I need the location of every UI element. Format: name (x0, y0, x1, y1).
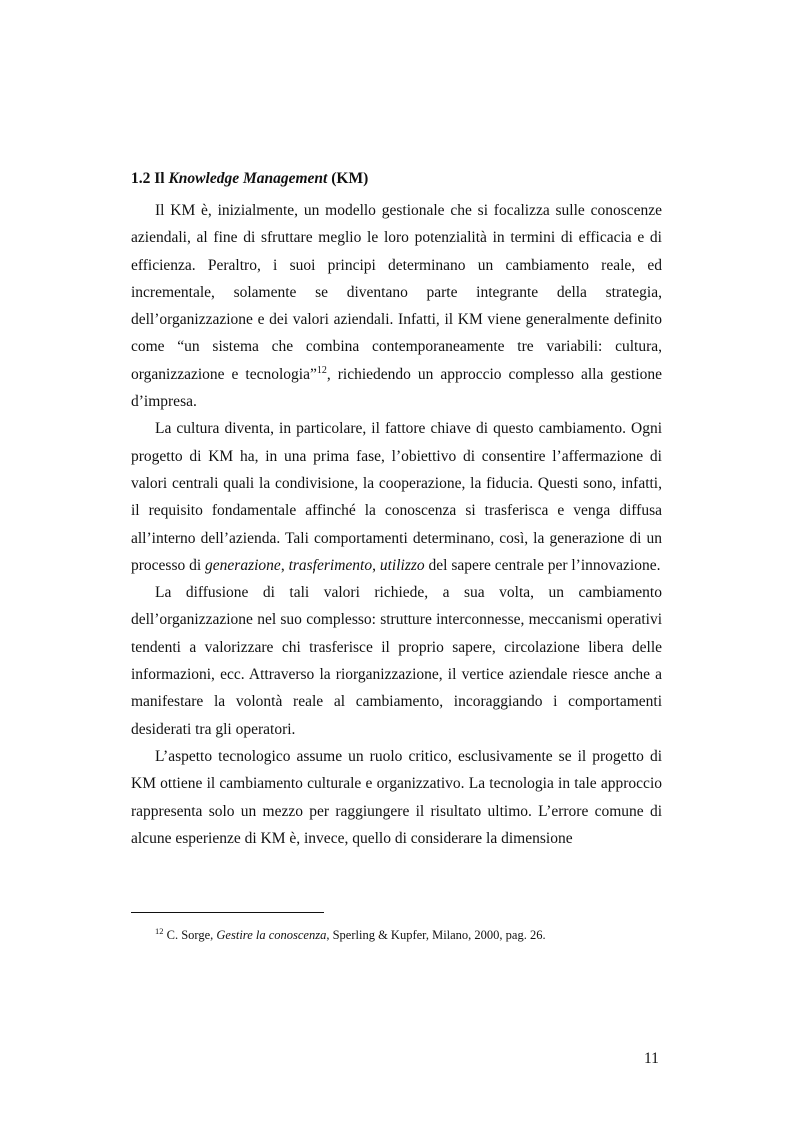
paragraph-1-text-end: , richiedendo un approccio complesso alla gestione d’impresa. (131, 365, 663, 411)
footnote-number: 12 (155, 925, 164, 936)
paragraph-2-text: La cultura diventa, in particolare, il fattore chiave di questo cambiamento. Ogni progetto di KM ha, in una prima fase, l’obiettivo di consentire l’affermazione di valori centrali quali la condivisione, la cooperazione, la fiducia. Questi sono, infatti, il requisito fondamentale affinché la conoscenza si trasferisca e venga diffusa all’interno dell’azienda. Tali comportamenti determinano, così, la generazione di un processo di (131, 420, 662, 574)
paragraph-2 (131, 415, 662, 579)
section-abbr: (KM) (331, 170, 369, 187)
footnote-text: C. Sorge, (163, 928, 217, 942)
separator: , (280, 556, 289, 574)
section-title-italic: Knowledge Management (168, 170, 328, 187)
paragraph-1 (131, 197, 662, 415)
footnote-ref: 12 (316, 364, 327, 376)
italic-term-generazione: generazione (205, 556, 281, 574)
body-text (131, 197, 662, 852)
paragraph-1-text: Il KM è, inizialmente, un modello gestionale che si focalizza sulle conoscenze aziendali, al fine di sfruttare meglio le loro potenzialità in termini di efficacia e di efficienza. Peraltro, i suoi principi determinano un cambiamento reale, ed incrementale, solamente se diventano parte integrante della strategia, dell’organizzazione e dei valori aziendali. Infatti, il KM viene generalmente definito come “un sistema che combina contemporaneamente tre variabili: cultura, organizzazione e tecnologia” (131, 202, 662, 383)
paragraph-2-text-end: del sapere centrale per l’innovazione. (424, 556, 661, 574)
footnote-divider (131, 912, 324, 913)
separator: , (372, 556, 380, 574)
paragraph-3: La diffusione di tali valori richiede, a sua volta, un cambiamento dell’organizzazione nel suo complesso: strutture interconnesse, meccanismi operativi tendenti a valorizzare chi trasferisce il proprio sapere, circolazione libera delle informazioni, ecc. Attraverso la riorganizzazione, il vertice aziendale riesce anche a manifestare la volontà reale al cambiamento, incoraggiando i comportamenti desiderati tra gli operatori. (131, 584, 662, 738)
italic-term-utilizzo: utilizzo (379, 556, 425, 574)
footnote-book-title: Gestire la conoscenza (216, 928, 327, 942)
footnote (155, 925, 546, 943)
page-number: 11 (644, 1050, 659, 1067)
italic-term-trasferimento: trasferimento (288, 556, 373, 574)
section-number: 1.2 Il (131, 170, 165, 187)
paragraph-4: L’aspetto tecnologico assume un ruolo critico, esclusivamente se il progetto di KM ottiene il cambiamento culturale e organizzativo. La tecnologia in tale approccio rappresenta solo un mezzo per raggiungere il risultato ultimo. L’errore comune di alcune esperienze di KM è, invece, quello di considerare la dimensione (131, 747, 662, 847)
footnote-text-end: , Sperling & Kupfer, Milano, 2000, pag. 26. (326, 928, 546, 942)
section-heading (131, 170, 368, 188)
